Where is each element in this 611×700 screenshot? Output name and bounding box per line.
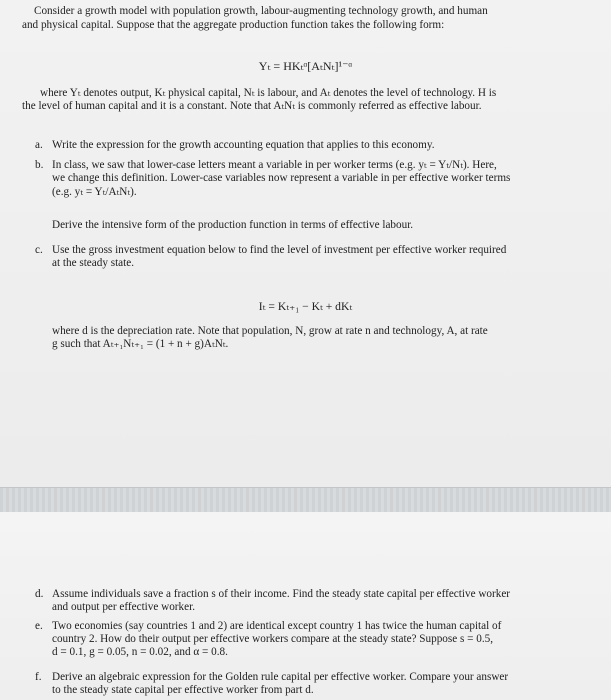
part-b-label: b. (35, 159, 44, 171)
production-function-equation: Yₜ = HKₜᵅ[AₜNₜ]¹⁻ᵅ (258, 59, 353, 73)
part-d-label: d. (35, 588, 44, 600)
part-e-line-3: d = 0.1, g = 0.05, n = 0.02, and α = 0.8. (52, 646, 228, 658)
part-c-line-4: g such that Aₜ₊₁Nₜ₊₁ = (1 + n + g)AₜNₜ. (52, 338, 229, 350)
part-a-label: a. (35, 139, 43, 151)
part-e-line-1: Two economies (say countries 1 and 2) are identical except country 1 has twice the human capital of (52, 620, 502, 632)
part-f-line-1: Derive an algebraic expression for the Golden rule capital per effective worker. Compare your answer (52, 671, 509, 683)
part-c-line-2: at the steady state. (52, 257, 135, 269)
page-gap-band (0, 487, 611, 514)
part-a-text: Write the expression for the growth accounting equation that applies to this economy. (52, 139, 435, 151)
intro-line-1: Consider a growth model with population growth, labour-augmenting technology growth, and human (34, 5, 488, 17)
intro-line-2: and physical capital. Suppose that the aggregate production function takes the following form: (22, 19, 445, 31)
investment-equation: Iₜ = Kₜ₊₁ − Kₜ + dKₜ (258, 300, 353, 313)
part-c-label: c. (35, 244, 43, 256)
definition-line-2: the level of human capital and it is a constant. Note that AₜNₜ is commonly referred as effective labour. (22, 100, 482, 112)
part-b-line-4: Derive the intensive form of the production function in terms of effective labour. (52, 219, 414, 231)
part-d-line-2: and output per effective worker. (52, 601, 196, 613)
part-b-line-2: we change this definition. Lower-case variables now represent a variable in per effective worker terms (52, 172, 511, 184)
part-e-line-2: country 2. How do their output per effective workers compare at the steady state? Suppose s = 0.5, (52, 633, 494, 645)
part-c-line-1: Use the gross investment equation below to find the level of investment per effective worker required (52, 244, 507, 256)
part-b-line-1: In class, we saw that lower-case letters meant a variable in per worker terms (e.g. yₜ = Yₜ/Nₜ). Here, (52, 159, 497, 171)
part-d-line-1: Assume individuals save a fraction s of their income. Find the steady state capital per effective worker (52, 588, 511, 600)
part-b-line-3: (e.g. yₜ = Yₜ/AₜNₜ). (52, 186, 137, 198)
part-f-line-2: to the steady state capital per effective worker from part d. (52, 684, 314, 696)
part-f-label: f. (35, 671, 42, 683)
part-c-line-3: where d is the depreciation rate. Note that population, N, grow at rate n and technology, A, at rate (52, 325, 488, 337)
part-e-label: e. (35, 620, 43, 632)
definition-line-1: where Yₜ denotes output, Kₜ physical capital, Nₜ is labour, and Aₜ denotes the level of technology. H is (40, 87, 497, 99)
